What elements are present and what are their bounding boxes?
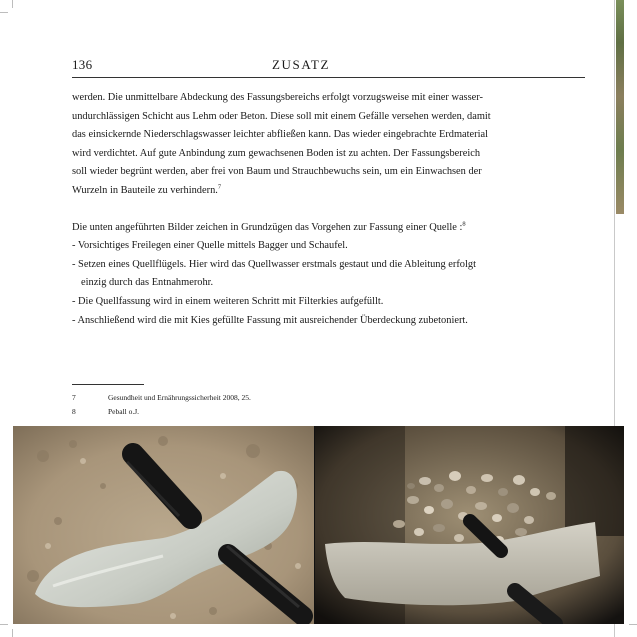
text-line: das einsickernde Niederschlagswasser leichter abfließen kann. Das wieder eingebrachte Erdmaterial (72, 129, 489, 141)
footnote-text: Peball o.J. (108, 407, 140, 416)
running-header (72, 57, 585, 78)
footnote-ref: 7 (217, 183, 222, 191)
footnote-ref: 8 (462, 220, 466, 228)
bullet-item: - Setzen eines Quellflügels. Hier wird das Quellwasser erstmals gestaut und die Ableitung erfolgt (72, 258, 476, 270)
text-line: werden. Die unmittelbare Abdeckung des Fassungsbereichs erfolgt vorzugsweise mit einer wasser- (72, 92, 483, 103)
footnote (72, 405, 251, 419)
footnote (72, 391, 251, 405)
intro-line (72, 219, 522, 238)
text-line (72, 182, 522, 201)
body-text (72, 89, 522, 330)
bullet-item: - Die Quellfassung wird in einem weiteren Schritt mit Filterkies aufgefüllt. (72, 295, 384, 307)
adjacent-page-photo-strip (616, 0, 624, 214)
page-number: 136 (72, 57, 93, 72)
bullet-continuation: einzig durch das Entnahmerohr. (81, 277, 214, 289)
crop-mark (12, 629, 13, 637)
footnote-text: Gesundheit und Ernährungssicherheit 2008, 25. (108, 393, 251, 402)
photo-spring-wing (13, 426, 314, 624)
crop-mark (0, 12, 8, 13)
footnote-number: 7 (72, 393, 76, 402)
text-line-content: Wurzeln in Bauteile zu verhindern. (72, 184, 218, 196)
crop-mark (0, 624, 8, 625)
section-title: ZUSATZ (272, 57, 330, 72)
bullet-item: - Vorsichtiges Freilegen einer Quelle mittels Bagger und Schaufel. (72, 240, 348, 252)
footnotes (72, 391, 251, 419)
text-line: wird verdichtet. Auf gute Anbindung zum gewachsenen Boden ist zu achten. Der Fassungsbereich (72, 147, 481, 159)
footnote-rule (72, 384, 144, 385)
bullet-item: - Anschließend wird die mit Kies gefüllte Fassung mit ausreichender Überdeckung zubetoniert. (72, 314, 468, 326)
crop-mark (12, 0, 13, 8)
photo-strip (13, 426, 624, 624)
text-line: undurchlässigen Schicht aus Lehm oder Beton. Diese soll mit einem Gefälle versehen werden, damit (72, 110, 491, 122)
photo-gravel-fill (315, 426, 624, 624)
text-line: soll wieder begrünt werden, aber frei von Baum und Strauchbewuchs sein, um ein Einwachsen der (72, 166, 482, 178)
intro-text: Die unten angeführten Bilder zeichen in Grundzügen das Vorgehen zur Fassung einer Quelle : (72, 221, 463, 233)
footnote-number: 8 (72, 407, 76, 416)
crop-mark (629, 624, 637, 625)
